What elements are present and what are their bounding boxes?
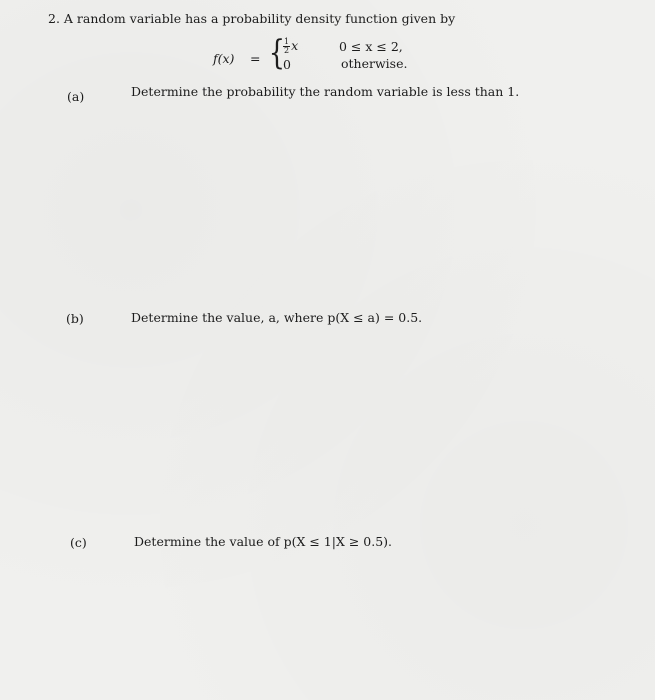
pdf-case1-fraction bbox=[283, 38, 290, 55]
part-a-text: Determine the probability the random variable is less than 1. bbox=[131, 84, 520, 99]
pdf-case1-variable: x bbox=[291, 38, 299, 53]
pdf-brace: { bbox=[268, 33, 285, 73]
pdf-case2-condition: otherwise. bbox=[341, 56, 408, 71]
pdf-case1-condition: 0 ≤ x ≤ 2, bbox=[339, 39, 403, 54]
pdf-case1-fraction-denominator: 2 bbox=[284, 46, 290, 55]
question-number: 2. bbox=[48, 11, 60, 26]
part-b-label: (b) bbox=[66, 311, 84, 326]
part-b-text: Determine the value, a, where p(X ≤ a) = 0.5. bbox=[131, 310, 423, 325]
part-c-text: Determine the value of p(X ≤ 1|X ≥ 0.5). bbox=[134, 534, 393, 549]
pdf-lhs: f(x) bbox=[213, 51, 235, 66]
question-header bbox=[48, 11, 455, 26]
pdf-equals: = bbox=[250, 51, 261, 66]
part-a-label: (a) bbox=[67, 89, 85, 104]
pdf-case1-fraction-numerator: 1 bbox=[284, 37, 290, 46]
part-c-label: (c) bbox=[70, 535, 87, 550]
question-intro: A random variable has a probability density function given by bbox=[63, 11, 456, 26]
pdf-case1-expression bbox=[283, 38, 298, 55]
pdf-case2-value: 0 bbox=[283, 57, 291, 72]
